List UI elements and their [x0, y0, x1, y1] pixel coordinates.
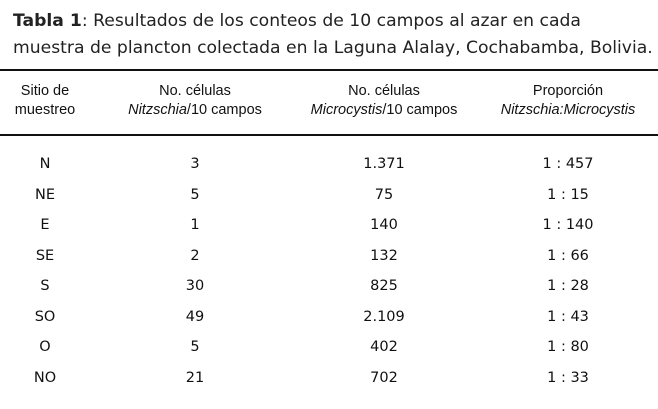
cell-nitzschia: 30: [185, 278, 205, 294]
table-row: [0, 333, 658, 364]
header-ratio: Proporción Nitzschia:Microcystis: [500, 83, 636, 118]
table-row: [0, 242, 658, 273]
cell-nitzschia: 21: [185, 369, 205, 386]
data-table: [0, 69, 658, 394]
header-rule: [0, 134, 658, 136]
caption-text: : Resultados de los conteos de 10 campos al azar en cada muestra de plancton colectada en la Laguna Alalay, Cochabamba, Bolivia.: [13, 11, 653, 58]
cell-nitzschia: 3: [190, 156, 200, 172]
table-row: [0, 181, 658, 212]
header-nitzschia-count: No. células Nitzschia/10 campos: [128, 83, 262, 118]
cell-ratio: 1 : 66: [547, 247, 589, 264]
cell-site: SE: [35, 247, 55, 264]
cell-nitzschia: 1: [190, 217, 200, 233]
cell-site: S: [40, 278, 50, 294]
cell-site: NE: [34, 186, 56, 203]
cell-nitzschia: 5: [190, 186, 200, 203]
table-row: [0, 150, 658, 181]
cell-microcystis: 825: [370, 278, 398, 294]
cell-microcystis: 75: [374, 186, 394, 203]
cell-ratio: 1 : 457: [542, 156, 594, 172]
cell-ratio: 1 : 28: [547, 278, 589, 294]
caption-lead: Tabla 1: [13, 11, 82, 31]
cell-nitzschia: 5: [190, 339, 200, 355]
cell-microcystis: 140: [370, 217, 398, 233]
table-row: [0, 303, 658, 334]
cell-nitzschia: 49: [185, 308, 205, 325]
table-body: [0, 150, 658, 394]
cell-ratio: 1 : 33: [547, 369, 589, 386]
cell-microcystis: 132: [370, 247, 398, 264]
cell-site: O: [39, 339, 51, 355]
table-header: [0, 71, 658, 134]
cell-microcystis: 1.371: [363, 156, 405, 172]
cell-microcystis: 702: [370, 369, 398, 386]
header-microcystis-count: No. células Microcystis/10 campos: [310, 83, 458, 118]
header-site: Sitio de muestreo: [14, 83, 76, 118]
cell-site: E: [40, 217, 50, 233]
table-row: [0, 211, 658, 242]
cell-site: NO: [33, 369, 57, 386]
cell-site: SO: [34, 308, 56, 325]
table-row: [0, 364, 658, 395]
cell-microcystis: 2.109: [363, 308, 405, 325]
cell-ratio: 1 : 15: [547, 186, 589, 203]
cell-ratio: 1 : 140: [542, 217, 594, 233]
table-row: [0, 272, 658, 303]
cell-microcystis: 402: [370, 339, 398, 355]
cell-site: N: [39, 156, 51, 172]
cell-ratio: 1 : 80: [547, 339, 589, 355]
table-caption: [13, 8, 653, 62]
cell-ratio: 1 : 43: [547, 308, 589, 325]
cell-nitzschia: 2: [190, 247, 200, 264]
